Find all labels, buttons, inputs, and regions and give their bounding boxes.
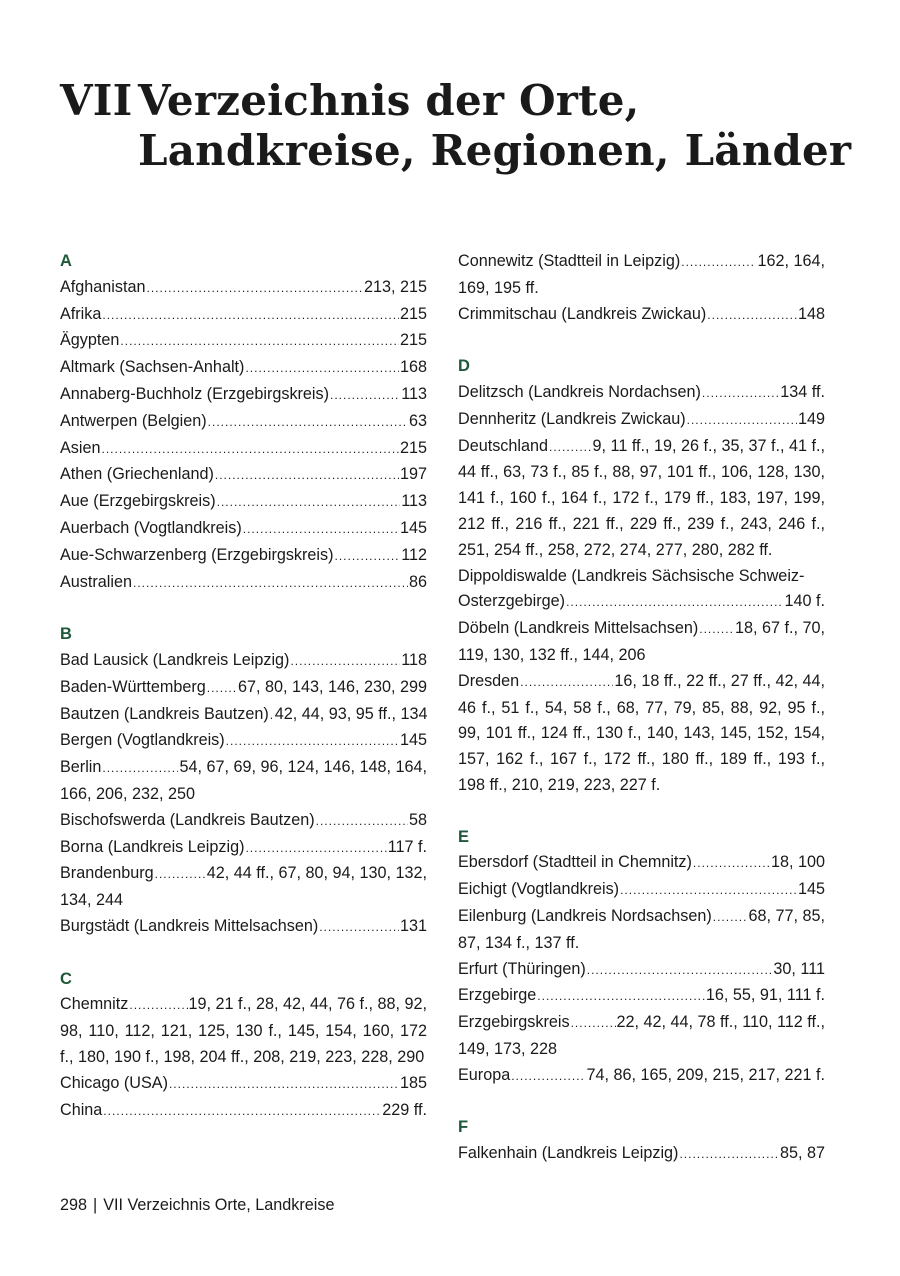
index-entry — [60, 992, 427, 1070]
index-entry — [60, 1098, 427, 1125]
entry-name: Dennheritz (Landkreis Zwickau) — [458, 409, 686, 428]
index-entry — [60, 382, 427, 409]
entry-line — [60, 328, 427, 355]
entry-name: Erzgebirgskreis — [458, 1013, 570, 1032]
entry-pages: 85, 87 — [779, 1144, 825, 1163]
entry-pages: 63 — [408, 411, 427, 430]
index-entry — [60, 914, 427, 941]
entry-line — [458, 434, 825, 461]
entry-line — [458, 850, 825, 877]
entry-line — [60, 702, 427, 729]
entry-name: Ägypten — [60, 331, 120, 350]
entry-line — [60, 355, 427, 382]
section-letter: C — [60, 969, 72, 988]
entry-pages: 185 — [399, 1073, 427, 1092]
dot-leader — [102, 756, 178, 782]
entry-pages: 42, 44, 93, 95 ff., 134 — [274, 704, 428, 723]
entry-pages-continued: 119, 130, 132 ff., 144, 206 — [458, 645, 646, 664]
entry-name: Dresden — [458, 671, 520, 690]
entry-name: Crimmitschau (Landkreis Zwickau) — [458, 304, 707, 323]
entry-line — [60, 570, 427, 597]
index-entry — [458, 564, 825, 617]
entry-pages: 74, 86, 165, 209, 215, 217, 221 f. — [586, 1065, 825, 1084]
index-entry — [60, 755, 427, 808]
entry-line — [60, 861, 427, 888]
index-entry — [458, 983, 825, 1010]
index-section — [60, 967, 427, 1125]
entry-pages: 140 f. — [784, 592, 825, 611]
entry-name: Bergen (Vogtlandkreis) — [60, 731, 225, 750]
entry-pages: 215 — [399, 331, 427, 350]
dot-leader — [147, 276, 363, 302]
dot-leader — [102, 437, 399, 463]
index-entry — [60, 570, 427, 597]
index-section — [458, 354, 825, 799]
entry-name: Eilenburg (Landkreis Nordsachsen) — [458, 906, 712, 925]
entry-pages: 145 — [797, 880, 825, 899]
entry-name: Erfurt (Thüringen) — [458, 959, 586, 978]
entry-line — [458, 302, 825, 329]
index-entry — [458, 616, 825, 669]
entry-name: Borna (Landkreis Leipzig) — [60, 837, 245, 856]
entry-pages: 113 — [401, 384, 427, 403]
index-entry — [60, 328, 427, 355]
entry-line — [60, 808, 427, 835]
entry-name: Europa — [458, 1065, 511, 1084]
index-entry — [458, 877, 825, 904]
entry-pages-continued: 134, 244 — [60, 891, 124, 910]
dot-leader — [587, 958, 773, 984]
entry-name: Aue-Schwarzenberg (Erzgebirgskreis) — [60, 545, 334, 564]
dot-leader — [537, 984, 705, 1010]
entry-name: Afrika — [60, 304, 102, 323]
dot-leader — [699, 617, 734, 643]
index-entry — [458, 302, 825, 329]
index-entry — [60, 462, 427, 489]
index-entry — [458, 1010, 825, 1063]
entry-name: Osterzgebirge) — [458, 592, 566, 611]
entry-line — [60, 302, 427, 329]
entry-pages: 168 — [399, 358, 427, 377]
entry-name: Antwerpen (Belgien) — [60, 411, 207, 430]
entry-name: Australien — [60, 572, 132, 591]
dot-leader — [520, 670, 613, 696]
section-letter: D — [458, 357, 470, 376]
index-section — [60, 622, 427, 941]
dot-leader — [208, 410, 408, 436]
entry-line — [60, 409, 427, 436]
dot-leader — [330, 383, 400, 409]
entry-line — [60, 516, 427, 543]
index-column-right — [458, 249, 825, 1168]
entry-pages-continued: 169, 195 ff. — [458, 278, 539, 297]
entry-line — [60, 648, 427, 675]
entry-name: Bad Lausick (Landkreis Leipzig) — [60, 650, 290, 669]
entry-name: Döbeln (Landkreis Mittelsachsen) — [458, 619, 699, 638]
entry-name: Connewitz (Stadtteil in Leipzig) — [458, 252, 681, 270]
entry-name: China — [60, 1100, 103, 1119]
dot-leader — [129, 993, 187, 1019]
index-entry — [458, 850, 825, 877]
index-section — [458, 825, 825, 1090]
index-entry — [60, 1071, 427, 1098]
dot-leader — [120, 329, 399, 355]
index-entry — [458, 434, 825, 564]
entry-line — [60, 755, 427, 782]
chapter-number: VII — [60, 76, 133, 125]
entry-pages: 42, 44 ff., 67, 80, 94, 130, 132, — [206, 864, 427, 883]
entry-name: Bautzen (Landkreis Bautzen) — [60, 704, 269, 723]
index-entry — [60, 835, 427, 862]
dot-leader — [245, 356, 399, 382]
entry-pages: 113 — [401, 492, 427, 511]
entry-name: Burgstädt (Landkreis Mittelsachsen) — [60, 916, 319, 935]
entry-line — [60, 382, 427, 409]
entry-pages-continued: 87, 134 f., 137 ff. — [458, 933, 580, 952]
entry-name: Annaberg-Buchholz (Erzgebirgskreis) — [60, 384, 330, 403]
entry-name: Delitzsch (Landkreis Nordachsen) — [458, 382, 701, 401]
entry-line — [60, 728, 427, 755]
dot-leader — [133, 571, 408, 597]
index-entry — [60, 808, 427, 835]
entry-pages: 213, 215 — [363, 277, 427, 296]
dot-leader — [681, 250, 756, 276]
dot-leader — [243, 517, 399, 543]
index-entry — [458, 669, 825, 799]
index-entry — [60, 302, 427, 329]
entry-line — [458, 249, 825, 276]
entry-pages-continued: 166, 206, 232, 250 — [60, 784, 196, 803]
entry-pages: 30, 111 — [773, 959, 825, 978]
entry-pages: 19, 21 f., 28, 42, 44, 76 f., 88, 92, — [188, 995, 427, 1014]
entry-pages: 112 — [401, 545, 427, 564]
page-footer — [60, 1194, 334, 1216]
footer-separator: | — [93, 1196, 98, 1214]
entry-line — [458, 877, 825, 904]
entry-pages-continued: 98, 110, 112, 121, 125, 130 f., 145, 154, 160, 172 f., 180, 190 f., 198, 204 ff., 208, 219, 223, 228, 290 — [60, 1022, 427, 1066]
entry-name: Chicago (USA) — [60, 1073, 168, 1092]
dot-leader — [511, 1064, 585, 1090]
entry-line — [60, 1098, 427, 1125]
entry-line — [458, 957, 825, 984]
entry-name: Afghanistan — [60, 277, 146, 296]
dot-leader — [226, 729, 399, 755]
section-letter: B — [60, 625, 72, 644]
entry-pages: 16, 18 ff., 22 ff., 27 ff., 42, 44, — [614, 671, 825, 690]
dot-leader — [169, 1072, 399, 1098]
index-entry — [60, 489, 427, 516]
entry-pages: 215 — [399, 438, 427, 457]
entry-line — [60, 914, 427, 941]
index-entry — [60, 702, 427, 729]
entry-line — [458, 983, 825, 1010]
entry-line — [60, 1071, 427, 1098]
entry-name: Bischofswerda (Landkreis Bautzen) — [60, 810, 315, 829]
index-entry — [60, 861, 427, 914]
entry-line — [458, 1063, 825, 1090]
index-entry — [60, 275, 427, 302]
dot-leader — [679, 1142, 779, 1168]
dot-leader — [707, 303, 797, 329]
entry-line — [60, 462, 427, 489]
section-letter: E — [458, 827, 470, 846]
entry-pages: 117 f. — [387, 837, 427, 856]
index-entry — [458, 1063, 825, 1090]
index-entry — [60, 409, 427, 436]
entry-pages: 229 ff. — [382, 1100, 427, 1119]
entry-pages: 148 — [797, 304, 825, 323]
entry-pages: 54, 67, 69, 96, 124, 146, 148, 164, — [179, 758, 427, 777]
dot-leader — [549, 435, 592, 461]
entry-pages: 67, 80, 143, 146, 230, 299 — [237, 677, 427, 696]
index-entry — [60, 648, 427, 675]
dot-leader — [217, 490, 401, 516]
dot-leader — [207, 676, 237, 702]
entry-line — [458, 407, 825, 434]
entry-pages: 162, 164, — [757, 252, 825, 270]
entry-pages: 149 — [797, 409, 825, 428]
entry-pages-continued: 44 ff., 63, 73 f., 85 f., 88, 97, 101 ff., 106, 128, 130, 141 f., 160 f., 164 f., 172 f., 179 ff., 183, 197, 199, 212 ff., 216 ff., 221 ff., 229 ff., 239 f., 243, 246 f., 251, 254 ff., 258, 272, 274, 277, 280, 282 ff. — [458, 463, 825, 559]
entry-line — [60, 992, 427, 1019]
entry-line — [458, 904, 825, 931]
entry-pages: 68, 77, 85, — [748, 906, 825, 925]
entry-name: Chemnitz — [60, 995, 129, 1014]
entry-line — [60, 275, 427, 302]
index-column-left — [60, 249, 427, 1124]
entry-line — [458, 1141, 825, 1168]
dot-leader — [620, 878, 797, 904]
entry-line — [458, 1010, 825, 1037]
index-entry — [458, 407, 825, 434]
entry-pages-continued: 46 f., 51 f., 54, 58 f., 68, 77, 79, 85, 88, 92, 95 f., 99, 101 ff., 124 ff., 130 f., 140, 143, 145, 152, 154, 157, 162 f., 167 f., 172 ff., 180 ff., 189 ff., 193 f., 198 ff., 210, 219, 223, 227 f. — [458, 698, 825, 794]
entry-line — [60, 436, 427, 463]
index-entry — [60, 675, 427, 702]
dot-leader — [270, 703, 274, 729]
entry-pages: 131 — [399, 916, 427, 935]
entry-line — [60, 835, 427, 862]
dot-leader — [316, 809, 408, 835]
entry-line — [458, 589, 825, 616]
chapter-title: Verzeichnis der Orte, Landkreise, Regionen, Länder — [138, 76, 852, 175]
index-section — [458, 1115, 825, 1168]
dot-leader — [713, 905, 748, 931]
entry-line — [458, 616, 825, 643]
index-entry — [458, 957, 825, 984]
dot-leader — [566, 590, 783, 616]
dot-leader — [693, 851, 770, 877]
index-entry — [60, 516, 427, 543]
entry-pages: 197 — [399, 465, 427, 484]
entry-pages: 9, 11 ff., 19, 26 f., 35, 37 f., 41 f., — [592, 436, 825, 455]
index-entry — [60, 543, 427, 570]
page-title — [60, 76, 860, 176]
index-section — [458, 249, 825, 328]
dot-leader — [702, 381, 779, 407]
dot-leader — [103, 1099, 381, 1125]
entry-line — [458, 669, 825, 696]
index-entry — [60, 728, 427, 755]
dot-leader — [687, 408, 797, 434]
entry-line — [60, 489, 427, 516]
section-letter: F — [458, 1118, 469, 1137]
entry-pages: 58 — [408, 810, 427, 829]
entry-pages: 145 — [399, 518, 427, 537]
entry-name: Baden-Württemberg — [60, 677, 206, 696]
entry-name-line: Dippoldiswalde (Landkreis Sächsische Schweiz- — [458, 566, 805, 585]
entry-line — [60, 543, 427, 570]
page-number: 298 — [60, 1196, 88, 1214]
entry-pages: 22, 42, 44, 78 ff., 110, 112 ff., — [616, 1013, 825, 1032]
entry-name: Altmark (Sachsen-Anhalt) — [60, 358, 245, 377]
running-title: VII Verzeichnis Orte, Landkreise — [103, 1196, 335, 1214]
dot-leader — [245, 836, 386, 862]
entry-name: Asien — [60, 438, 101, 457]
index-entry — [458, 1141, 825, 1168]
entry-pages: 215 — [399, 304, 427, 323]
entry-pages: 18, 67 f., 70, — [735, 619, 825, 638]
entry-pages: 86 — [408, 572, 427, 591]
entry-name: Ebersdorf (Stadtteil in Chemnitz) — [458, 853, 692, 872]
index-entry — [60, 436, 427, 463]
entry-name: Athen (Griechenland) — [60, 465, 214, 484]
entry-pages: 16, 55, 91, 111 f. — [705, 986, 825, 1005]
entry-name: Brandenburg — [60, 864, 154, 883]
entry-name: Aue (Erzgebirgskreis) — [60, 492, 216, 511]
dot-leader — [102, 303, 399, 329]
entry-pages: 18, 100 — [770, 853, 825, 872]
entry-pages: 145 — [399, 731, 427, 750]
dot-leader — [319, 915, 399, 941]
entry-name: Eichigt (Vogtlandkreis) — [458, 880, 620, 899]
index-entry — [458, 904, 825, 957]
section-letter: A — [60, 252, 72, 270]
entry-name: Falkenhain (Landkreis Leipzig) — [458, 1144, 679, 1163]
entry-name: Berlin — [60, 758, 102, 777]
index-entry — [60, 355, 427, 382]
dot-leader — [571, 1011, 616, 1037]
dot-leader — [335, 544, 401, 570]
dot-leader — [290, 649, 400, 675]
entry-line — [60, 675, 427, 702]
entry-line — [458, 380, 825, 407]
entry-name: Erzgebirge — [458, 986, 537, 1005]
index-entry — [458, 249, 825, 302]
entry-name: Deutschland — [458, 436, 548, 455]
index-entry — [458, 380, 825, 407]
entry-pages: 118 — [401, 650, 427, 669]
dot-leader — [215, 463, 399, 489]
dot-leader — [155, 862, 206, 888]
entry-name: Auerbach (Vogtlandkreis) — [60, 518, 242, 537]
entry-pages: 134 ff. — [780, 382, 825, 401]
index-section — [60, 249, 427, 596]
entry-pages-continued: 149, 173, 228 — [458, 1039, 558, 1058]
